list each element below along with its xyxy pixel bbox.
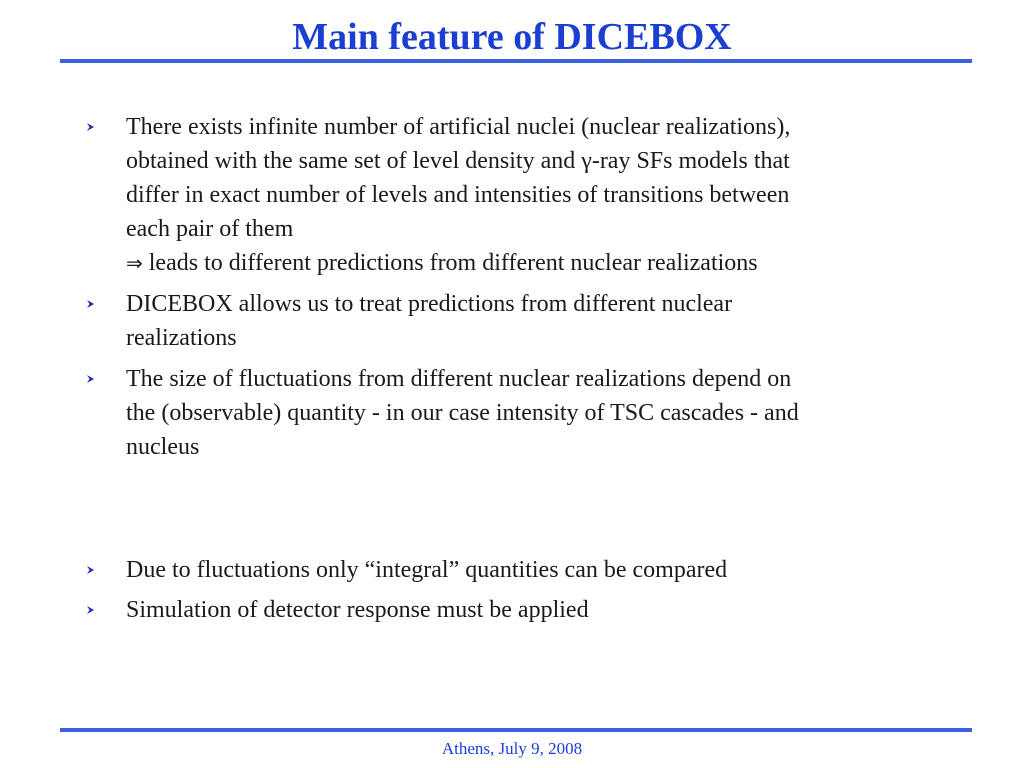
bullet-text-line: There exists infinite number of artificial nuclei (nuclear realizations), (126, 114, 791, 140)
implication-text: leads to different predictions from different nuclear realizations (142, 250, 758, 276)
bullet-text-line: The size of fluctuations from different nuclear realizations depend on (126, 366, 792, 392)
bullet-item (126, 553, 926, 587)
bullet-item (126, 593, 926, 627)
bullet-item (126, 287, 926, 355)
implies-arrow-icon: ⇒ (126, 251, 143, 275)
footer-divider (60, 728, 972, 732)
slide-title: Main feature of DICEBOX (292, 16, 732, 58)
bullet-item (126, 362, 926, 464)
bullet-text-line: obtained with the same set of level density and γ-ray SFs models that (126, 148, 790, 174)
bullet-text-line: Due to fluctuations only “integral” quantities can be compared (126, 557, 728, 583)
arrowhead-bullet-icon (86, 555, 98, 585)
bullet-text-line: DICEBOX allows us to treat predictions from different nuclear (126, 291, 733, 317)
bullet-text-line: realizations (126, 325, 237, 351)
arrowhead-bullet-icon (86, 364, 98, 394)
bullet-text-line: the (observable) quantity - in our case intensity of TSC cascades - and (126, 400, 799, 426)
arrowhead-bullet-icon (86, 595, 98, 625)
footer-text: Athens, July 9, 2008 (441, 739, 583, 758)
bullet-text-line: each pair of them (126, 216, 294, 242)
arrowhead-bullet-icon (86, 112, 98, 142)
bullet-text-line: nucleus (126, 434, 200, 460)
bullet-text-line: differ in exact number of levels and intensities of transitions between (126, 182, 790, 208)
bullet-text-line: Simulation of detector response must be applied (126, 597, 589, 623)
arrowhead-bullet-icon (86, 289, 98, 319)
bullet-item (126, 110, 926, 280)
implication-line (126, 246, 926, 280)
